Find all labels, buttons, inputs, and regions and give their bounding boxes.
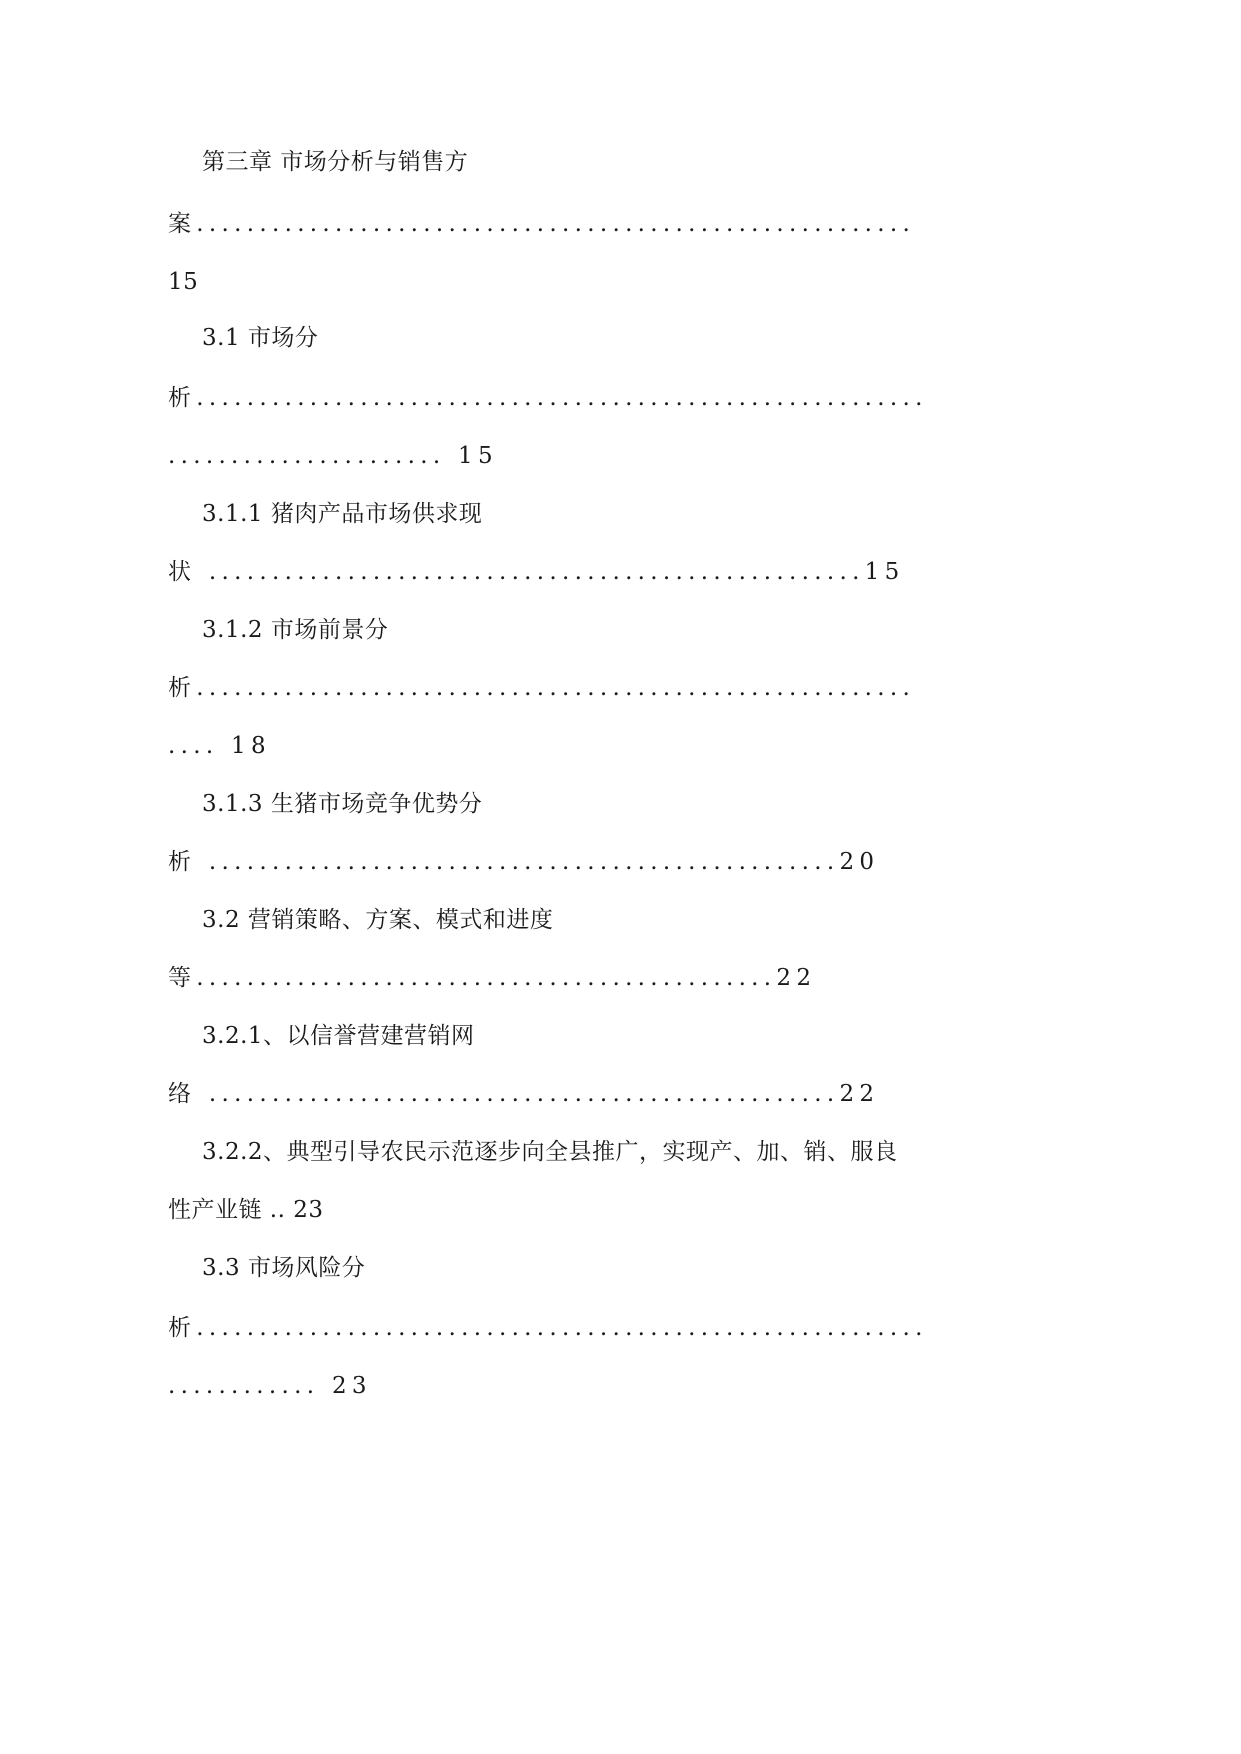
toc-section-3-2-line: 等..............................................22: [168, 965, 817, 991]
toc-section-3-1-page: ...................... 15: [168, 443, 498, 469]
toc-section-3-3-title: 3.3 市场风险分: [202, 1255, 366, 1281]
toc-section-3-1-title: 3.1 市场分: [202, 325, 319, 351]
toc-section-3-1-3-line: 析 ..................................................20: [168, 849, 880, 875]
toc-section-3-1-2-leader: 析.........................................................: [168, 675, 916, 701]
toc-chapter-3-title: 第三章 市场分析与销售方: [202, 149, 469, 175]
toc-section-3-1-2-title: 3.1.2 市场前景分: [202, 617, 389, 643]
toc-chapter-3-leader: 案.........................................................: [168, 211, 916, 237]
toc-section-3-2-2-line: 性产业链 .. 23: [168, 1197, 324, 1223]
toc-chapter-3-page: 15: [168, 269, 199, 295]
toc-section-3-1-1-line: 状 ....................................................15: [168, 559, 905, 585]
toc-section-3-3-leader: 析..........................................................: [168, 1315, 928, 1341]
toc-section-3-3-page: ............ 23: [168, 1373, 372, 1399]
toc-section-3-2-2-title: 3.2.2、典型引导农民示范逐步向全县推广，实现产、加、销、服良: [202, 1139, 898, 1165]
toc-section-3-1-1-title: 3.1.1 猪肉产品市场供求现: [202, 501, 483, 527]
toc-section-3-2-1-title: 3.2.1、以信誉营建营销网: [202, 1023, 475, 1049]
toc-section-3-2-title: 3.2 营销策略、方案、模式和进度: [202, 907, 554, 933]
toc-section-3-1-leader: 析..........................................................: [168, 385, 928, 411]
toc-section-3-2-1-line: 络 ..................................................22: [168, 1081, 880, 1107]
toc-section-3-1-2-page: .... 18: [168, 733, 271, 759]
toc-section-3-1-3-title: 3.1.3 生猪市场竞争优势分: [202, 791, 483, 817]
